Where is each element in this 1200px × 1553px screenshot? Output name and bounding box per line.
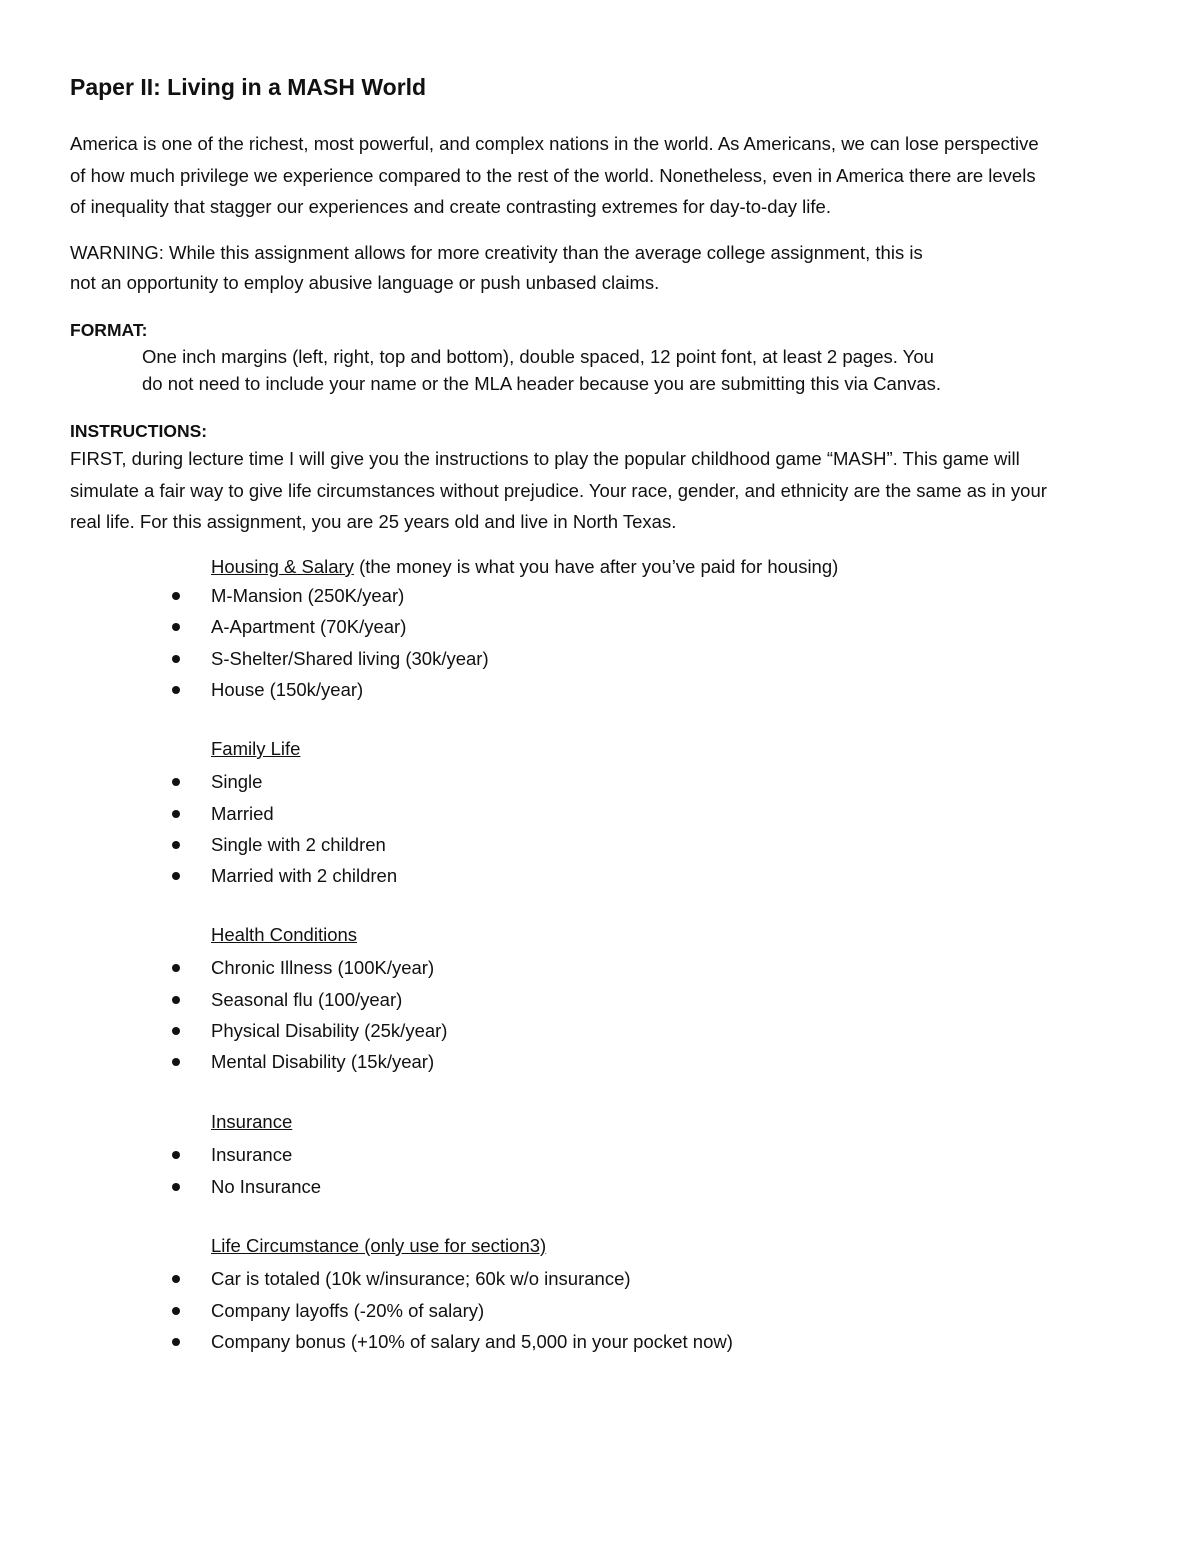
- list-item-text: Physical Disability (25k/year): [211, 1020, 448, 1041]
- list-item-text: Car is totaled (10k w/insurance; 60k w/o insurance): [211, 1268, 631, 1289]
- section-heading-note: (the money is what you have after you’ve paid for housing): [353, 556, 839, 577]
- bullet-icon: [172, 655, 180, 663]
- section-heading-title: Family Life: [211, 738, 301, 759]
- list-item-text: Chronic Illness (100K/year): [211, 957, 435, 978]
- list-item: [0, 645, 1200, 673]
- section-heading-title: Life Circumstance (only use for section3): [211, 1235, 547, 1256]
- warning-line: not an opportunity to employ abusive language or push unbased claims.: [70, 272, 660, 293]
- list-item: [0, 613, 1200, 641]
- bullet-icon: [172, 778, 180, 786]
- list-item: [0, 582, 1200, 610]
- bullet-icon: [172, 592, 180, 600]
- section-heading: [211, 1111, 292, 1133]
- format-line: One inch margins (left, right, top and bottom), double spaced, 12 point font, at least 2 pages. You: [142, 346, 934, 367]
- instructions-label: INSTRUCTIONS:: [70, 421, 208, 441]
- list-item-text: Company layoffs (-20% of salary): [211, 1300, 485, 1321]
- list-item: [0, 1265, 1200, 1293]
- warning-paragraph: [70, 238, 1135, 298]
- intro-line: of inequality that stagger our experiences and create contrasting extremes for day-to-day life.: [70, 196, 831, 217]
- bullet-icon: [172, 623, 180, 631]
- list-item-text: M-Mansion (250K/year): [211, 585, 405, 606]
- section-heading: [211, 738, 300, 760]
- list-item: [0, 862, 1200, 890]
- list-item-text: Mental Disability (15k/year): [211, 1051, 435, 1072]
- list-item-text: S-Shelter/Shared living (30k/year): [211, 648, 489, 669]
- section-heading-title: Insurance: [211, 1111, 293, 1132]
- list-item-text: Seasonal flu (100/year): [211, 989, 403, 1010]
- list-item: [0, 1173, 1200, 1201]
- format-label: FORMAT:: [70, 320, 148, 340]
- list-item: [0, 831, 1200, 859]
- bullet-icon: [172, 1058, 180, 1066]
- bullet-icon: [172, 1275, 180, 1283]
- bullet-icon: [172, 1338, 180, 1346]
- bullet-icon: [172, 1183, 180, 1191]
- list-item-text: House (150k/year): [211, 679, 364, 700]
- list-item: [0, 1017, 1200, 1045]
- warning-line: WARNING: While this assignment allows for more creativity than the average college assignment, this is: [70, 242, 923, 263]
- section-heading-title: Housing & Salary: [211, 556, 354, 577]
- list-item: [0, 1048, 1200, 1076]
- instructions-line: simulate a fair way to give life circumstances without prejudice. Your race, gender, and ethnicity are the same as in your: [70, 479, 1047, 501]
- format-text: [142, 343, 941, 397]
- list-item: [0, 1141, 1200, 1169]
- list-item: [0, 676, 1200, 704]
- document-title: Paper II: Living in a MASH World: [70, 74, 427, 100]
- instructions-line: FIRST, during lecture time I will give you the instructions to play the popular childhood game “MASH”. This game will: [70, 448, 1020, 469]
- list-item: [0, 954, 1200, 982]
- instructions-paragraph: [70, 443, 1135, 538]
- bullet-icon: [172, 872, 180, 880]
- list-item: [0, 1297, 1200, 1325]
- list-item-text: No Insurance: [211, 1176, 322, 1197]
- list-item-text: A-Apartment (70K/year): [211, 616, 407, 637]
- intro-line: of how much privilege we experience compared to the rest of the world. Nonetheless, even in America there are levels: [70, 164, 1036, 186]
- instructions-line: real life. For this assignment, you are 25 years old and live in North Texas.: [70, 511, 677, 532]
- section-heading: [211, 924, 357, 946]
- section-heading: [211, 1235, 546, 1257]
- list-item-text: Married with 2 children: [211, 865, 398, 886]
- intro-paragraph: [70, 128, 1135, 223]
- bullet-icon: [172, 1027, 180, 1035]
- list-item: [0, 986, 1200, 1014]
- bullet-icon: [172, 1151, 180, 1159]
- intro-line: America is one of the richest, most powerful, and complex nations in the world. As Americans, we can lose perspective: [70, 133, 1039, 154]
- bullet-icon: [172, 686, 180, 694]
- list-item-text: Married: [211, 803, 274, 824]
- section-heading-title: Health Conditions: [211, 924, 358, 945]
- format-line: do not need to include your name or the MLA header because you are submitting this via Canvas.: [142, 373, 942, 394]
- list-item: [0, 768, 1200, 796]
- bullet-icon: [172, 841, 180, 849]
- list-item-text: Single with 2 children: [211, 834, 386, 855]
- list-item-text: Insurance: [211, 1144, 293, 1165]
- list-item: [0, 1328, 1200, 1356]
- section-heading: [211, 556, 838, 578]
- list-item: [0, 800, 1200, 828]
- bullet-icon: [172, 996, 180, 1004]
- bullet-icon: [172, 810, 180, 818]
- bullet-icon: [172, 1307, 180, 1315]
- list-item-text: Single: [211, 771, 263, 792]
- bullet-icon: [172, 964, 180, 972]
- list-item-text: Company bonus (+10% of salary and 5,000 in your pocket now): [211, 1331, 733, 1352]
